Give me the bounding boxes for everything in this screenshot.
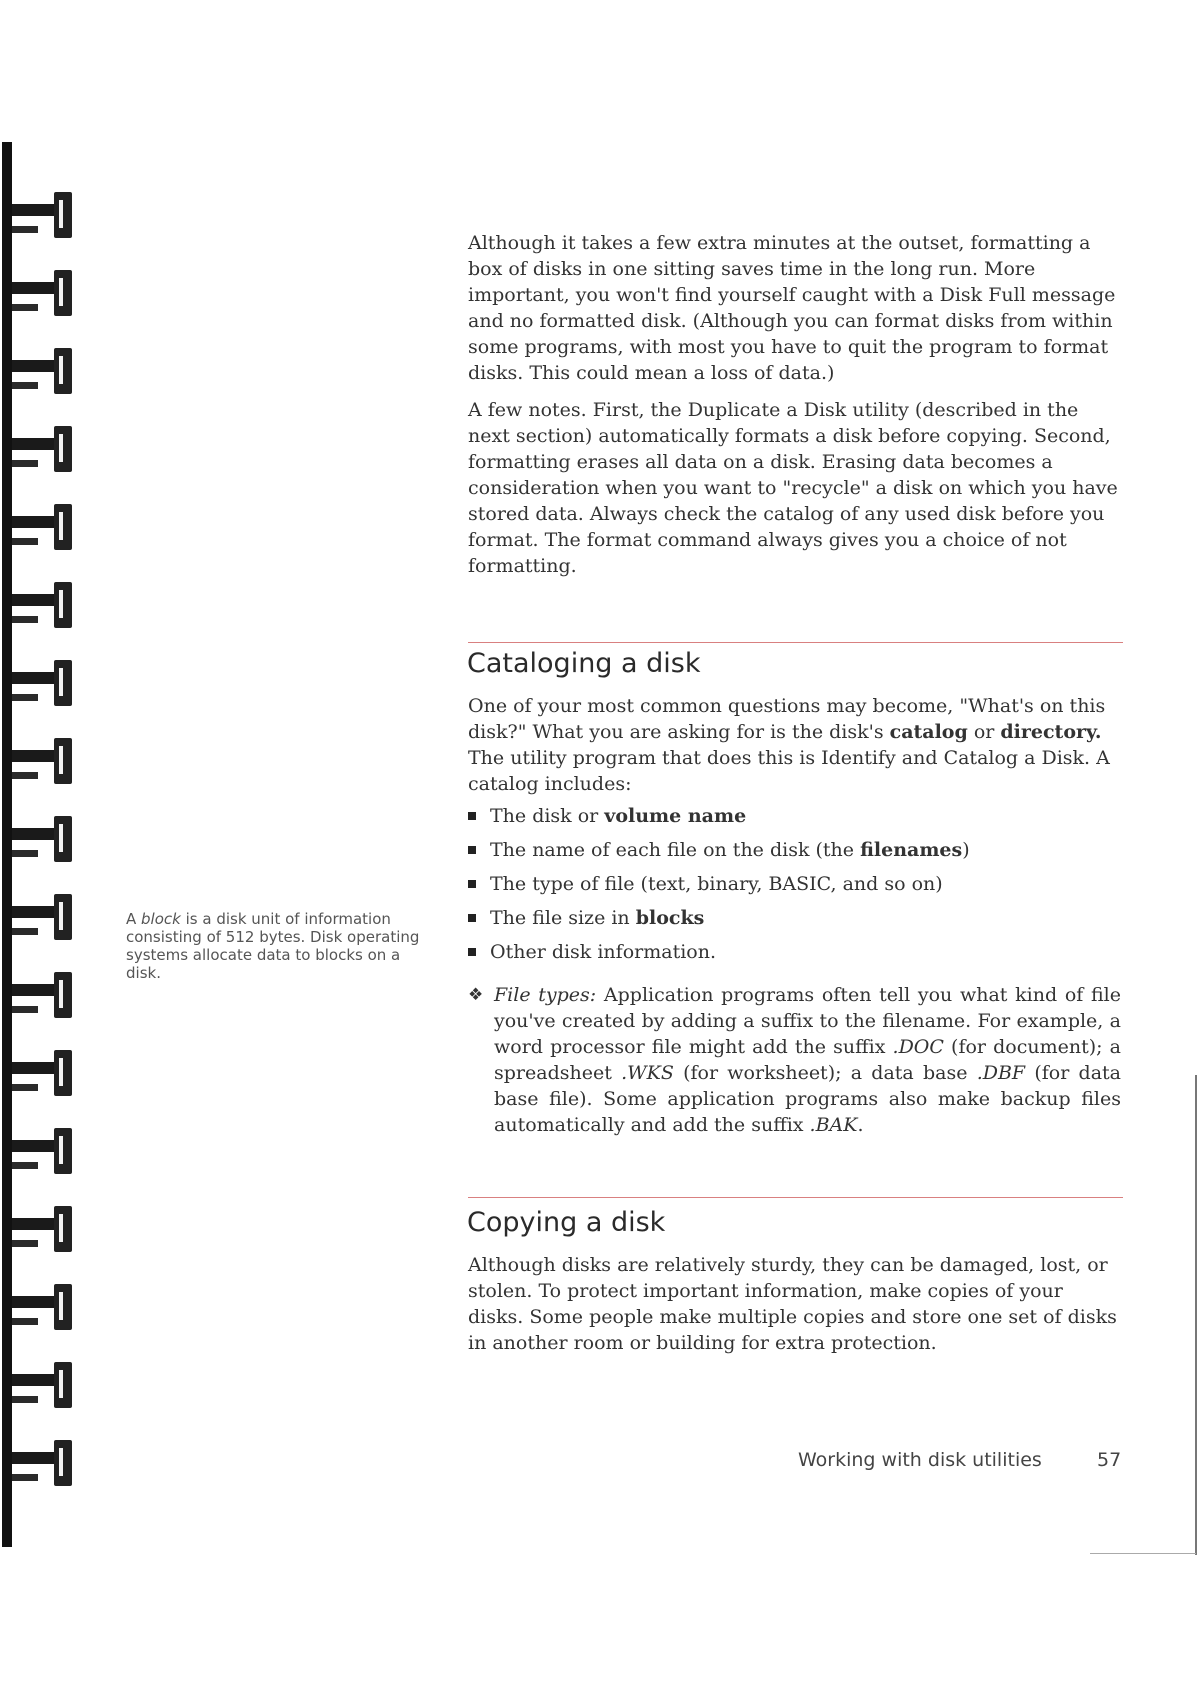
binding-spine: [2, 142, 12, 1547]
margin-note-term: block: [141, 910, 181, 928]
page-edge: [1195, 1075, 1197, 1555]
cataloging-intro: [468, 693, 1121, 797]
section-heading-cataloging: Cataloging a disk: [467, 648, 701, 679]
note-label: File types:: [494, 984, 597, 1006]
note-segment: Application programs often tell you what kind of file you've created by adding a suffix to the filename. For example, a word processor file might add the suffix: [494, 984, 1121, 1058]
binding-loop: [12, 660, 72, 708]
item-post: ): [962, 839, 970, 861]
paragraph-text: [468, 693, 1121, 797]
item-bold: volume name: [604, 805, 747, 827]
item-bold: filenames: [860, 839, 963, 861]
item-text: Other disk information.: [490, 941, 716, 963]
intro-text-1: One of your most common questions may become, "What's on this disk?" What you are asking for is the disk's: [468, 695, 1106, 743]
note-diamond-icon: ❖: [468, 985, 484, 1005]
item-text: The file size in: [490, 907, 636, 929]
paragraph-text: Although it takes a few extra minutes at the outset, formatting a box of disks in one sitting saves time in the long run. More important, you won't find yourself caught with a Disk Full message and no formatted disk. (Although you can format disks from within some programs, with most you have to quit the program to format disks. This could mean a loss of data.): [468, 232, 1116, 384]
binding-loop: [12, 1128, 72, 1176]
file-types-note: [468, 982, 1121, 1138]
binding-loop: [12, 426, 72, 474]
catalog-contents-list: [468, 803, 1121, 973]
note-segment: .: [857, 1114, 864, 1136]
binding-loop: [12, 1362, 72, 1410]
binding-loop: [12, 504, 72, 552]
binding-loop: [12, 270, 72, 318]
note-segment: (for document); a spreadsheet: [494, 1036, 1121, 1084]
paragraph-text: Although disks are relatively sturdy, they can be damaged, lost, or stolen. To protect important information, make copies of your disks. Some people make multiple copies and store one set of disks in another room or building for extra protection.: [468, 1254, 1117, 1354]
binding-loop: [12, 192, 72, 240]
bullet-square-icon: [468, 812, 476, 820]
binding-loop: [12, 582, 72, 630]
intro-paragraph-2: [468, 397, 1121, 579]
note-text: [494, 982, 1121, 1138]
section-rule: [468, 642, 1123, 643]
suffix-doc: .DOC: [892, 1036, 944, 1058]
binding-loop: [12, 972, 72, 1020]
term-catalog: catalog: [889, 721, 968, 743]
intro-or: or: [967, 721, 1001, 743]
section-heading-copying: Copying a disk: [467, 1207, 666, 1238]
item-text: The disk or: [490, 805, 605, 827]
binding-loop: [12, 738, 72, 786]
binding-loop: [12, 1206, 72, 1254]
bullet-square-icon: [468, 846, 476, 854]
bullet-square-icon: [468, 880, 476, 888]
item-text: The type of file (text, binary, BASIC, and so on): [490, 873, 943, 895]
bullet-square-icon: [468, 914, 476, 922]
item-bold: blocks: [635, 907, 705, 929]
section-rule: [468, 1197, 1123, 1198]
list-item: [468, 837, 1121, 871]
suffix-wks: .WKS: [621, 1062, 674, 1084]
copying-paragraph: [468, 1252, 1121, 1356]
margin-note-text: is a disk unit of information consisting of 512 bytes. Disk operating systems allocate data to blocks on a disk.: [126, 910, 420, 982]
term-directory: directory.: [1000, 721, 1102, 743]
suffix-bak: .BAK: [809, 1114, 858, 1136]
page-number: 57: [1097, 1449, 1122, 1471]
margin-note: [126, 910, 426, 982]
list-item: [468, 905, 1121, 939]
binding-loop: [12, 1440, 72, 1488]
item-text: The name of each file on the disk (the: [490, 839, 861, 861]
intro-paragraph-1: [468, 230, 1121, 386]
binding-loop: [12, 816, 72, 864]
page-edge-foot: [1090, 1553, 1196, 1554]
running-footer-title: Working with disk utilities: [798, 1449, 1042, 1471]
suffix-dbf: .DBF: [976, 1062, 1026, 1084]
note-segment: (for data base file). Some application programs also make backup files automatically and add the suffix: [494, 1062, 1121, 1136]
intro-text-2: The utility program that does this is Identify and Catalog a Disk. A catalog includes:: [468, 747, 1110, 795]
list-item: [468, 939, 1121, 973]
binding-loop: [12, 894, 72, 942]
list-item: [468, 803, 1121, 837]
paragraph-text: A few notes. First, the Duplicate a Disk utility (described in the next section) automatically formats a disk before copying. Second, formatting erases all data on a disk. Erasing data becomes a consideration when you want to "recycle" a disk on which you have stored data. Always check the catalog of any used disk before you format. The format command always gives you a choice of not formatting.: [468, 399, 1118, 577]
binding-loop: [12, 1284, 72, 1332]
margin-note-lead: A: [126, 910, 142, 928]
bullet-square-icon: [468, 948, 476, 956]
binding-loop: [12, 1050, 72, 1098]
binding-loop: [12, 348, 72, 396]
list-item: [468, 871, 1121, 905]
note-segment: (for worksheet); a data base: [673, 1062, 977, 1084]
